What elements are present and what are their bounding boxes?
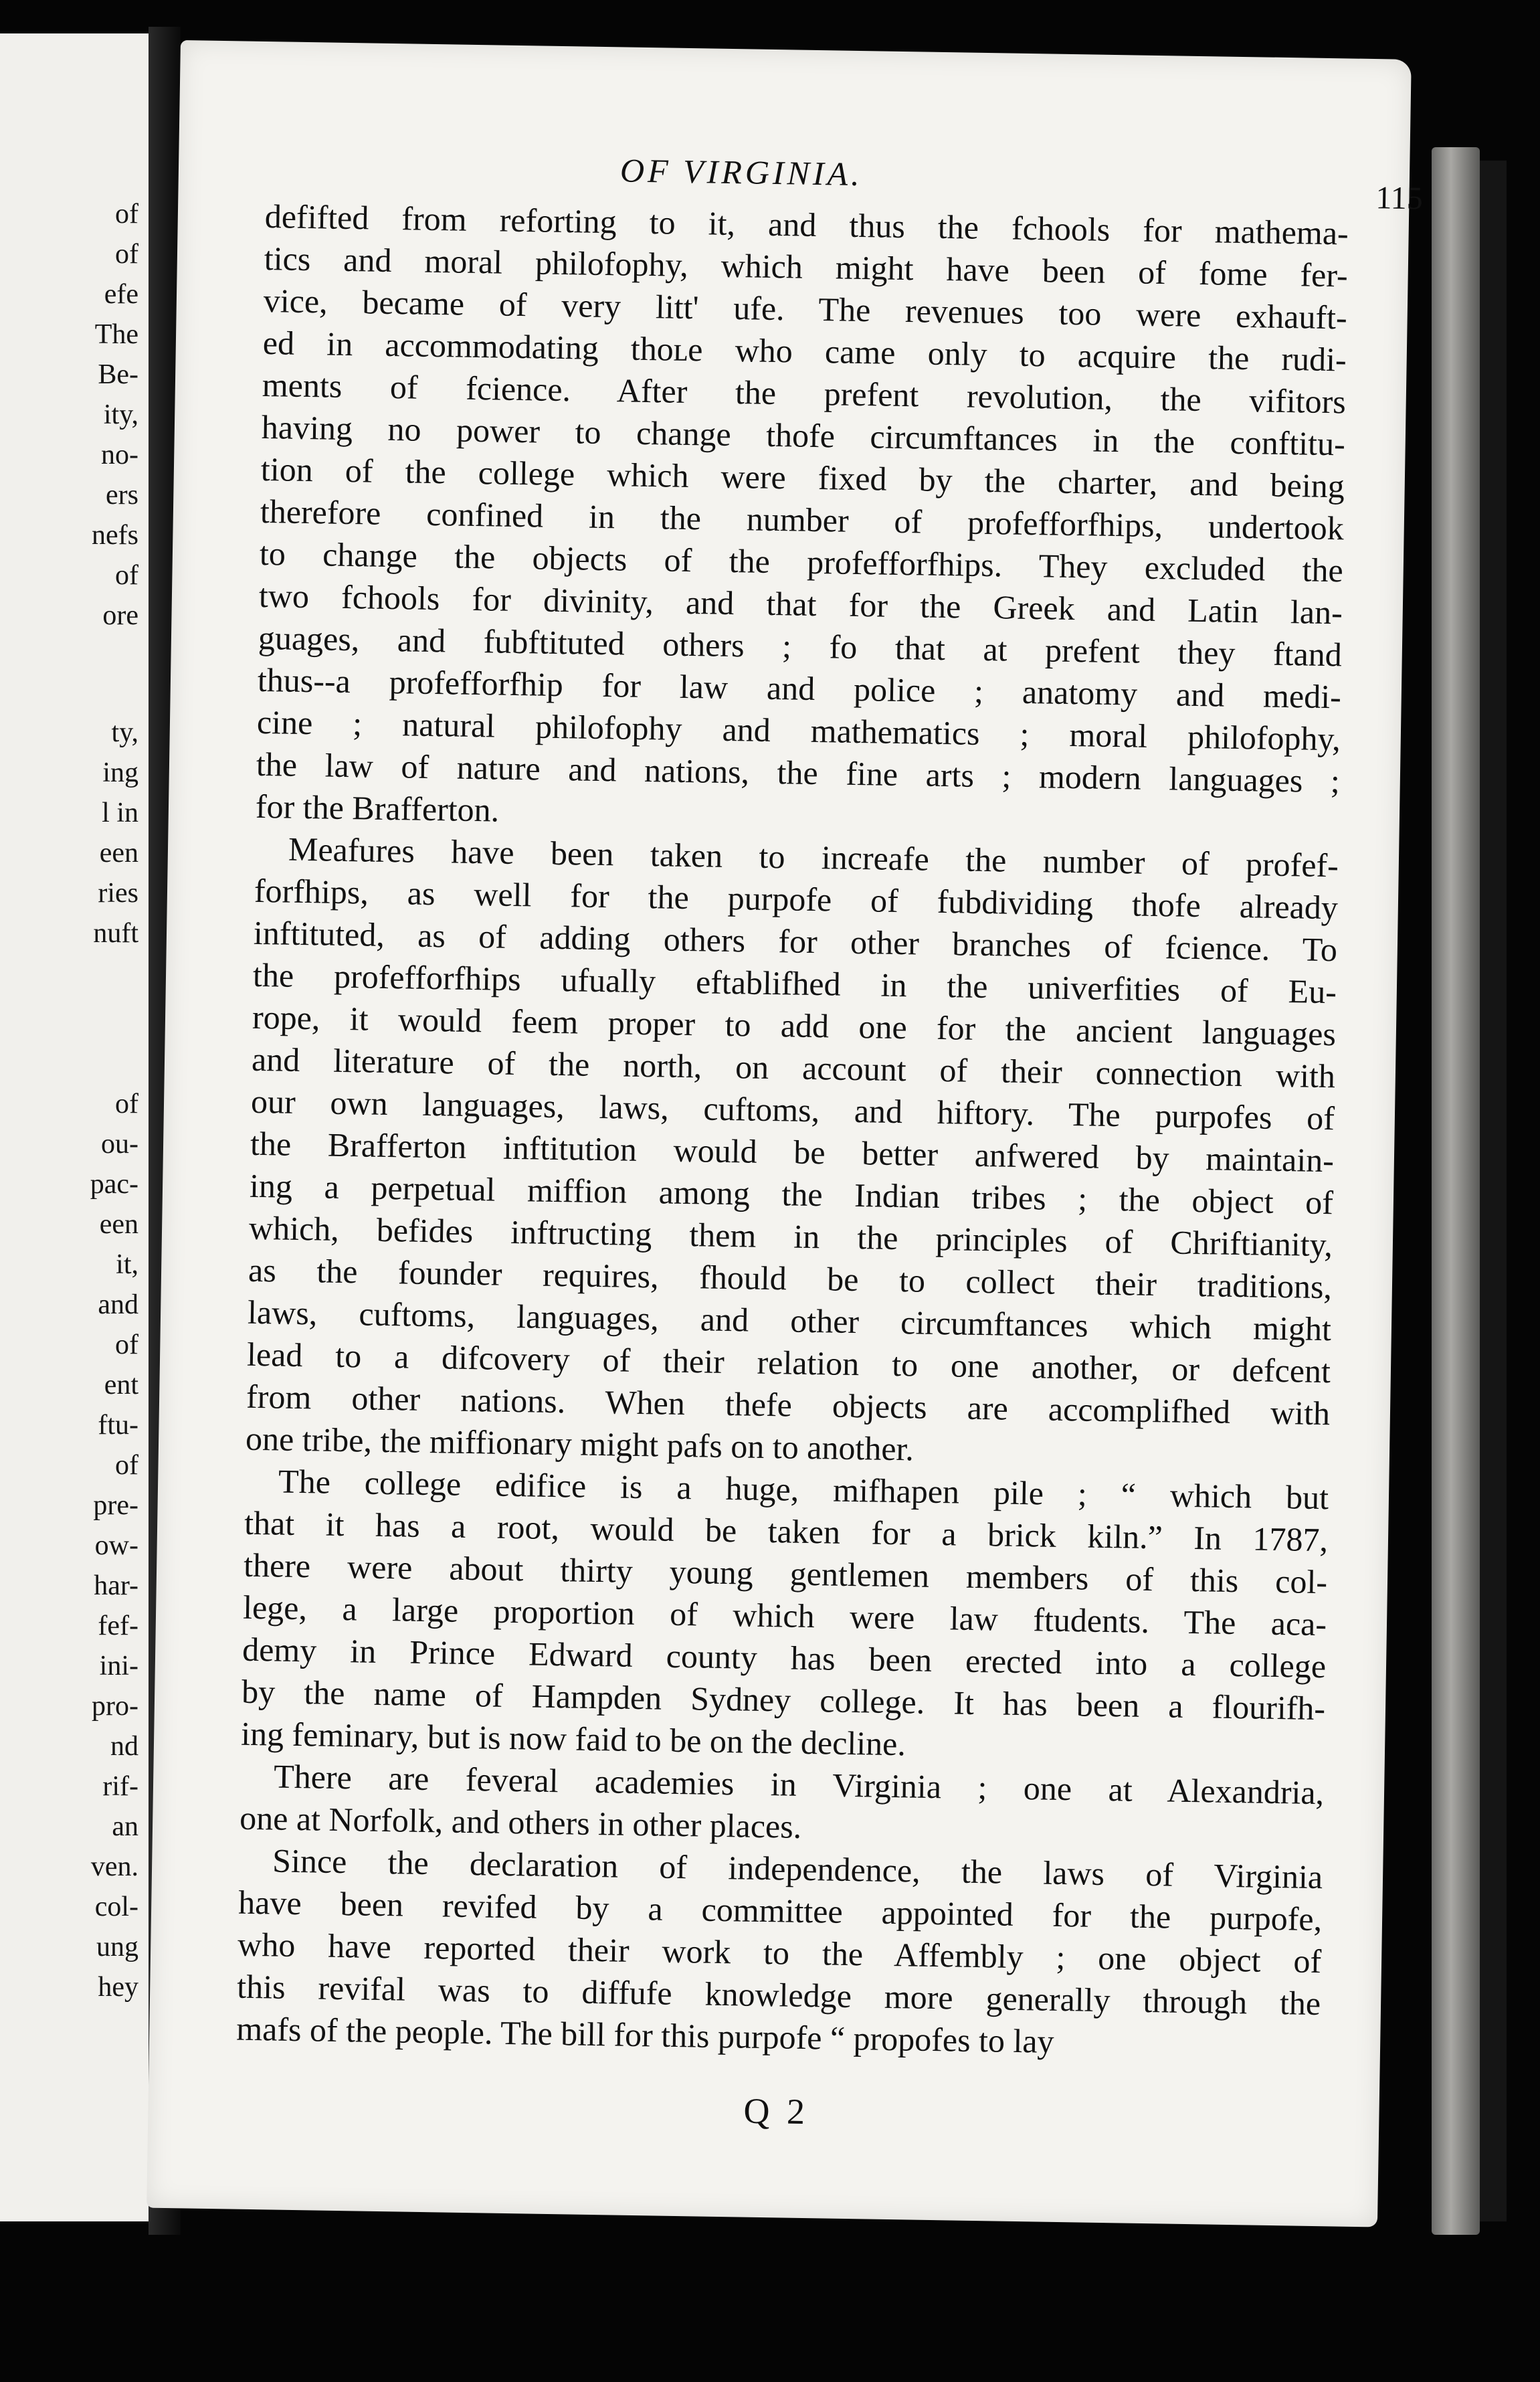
text-line: ing feminary, but is now faid to be on the decline.: [240, 1714, 906, 1763]
text-line: ing a perpetual miffion among the Indian tribes ; the object of: [249, 1166, 1334, 1222]
text-line: defifted from reforting to it, and thus the fchools for mathema-: [264, 197, 1349, 252]
text-line: demy in Prince Edward county has been erected into a college: [242, 1630, 1327, 1685]
left-page-fragment-line: rif-: [102, 1771, 138, 1802]
text-line: the law of nature and nations, the fine arts ; modern languages ;: [256, 745, 1341, 800]
text-line: which, befides inftructing them in the principles of Chriftianity,: [248, 1208, 1333, 1264]
text-line: inftituted, as of adding others for other branches of fcience. To: [253, 913, 1338, 969]
paragraph: [246, 828, 1339, 1477]
text-line: therefore confined in the number of profefforfhips, undertook: [260, 492, 1345, 547]
left-page-fragment-line: hey: [98, 1972, 138, 2003]
left-page-fragment-line: nd: [110, 1731, 138, 1762]
paragraph: [241, 1460, 1329, 1772]
left-page-fragment-line: of: [115, 1089, 138, 1119]
text-line: that it has a root, would be taken for a brick kiln.” In 1787,: [244, 1503, 1329, 1559]
left-page-fragment-line: efe: [104, 279, 138, 310]
text-line: thus--a profefforfhip for law and police ; anatomy and medi-: [257, 660, 1342, 716]
left-page-fragment-line: ow-: [94, 1530, 138, 1561]
running-head: OF VIRGINIA.: [619, 151, 864, 193]
left-page-fragment-line: of: [115, 1450, 138, 1481]
left-page-fragment-line: ries: [98, 878, 138, 909]
text-line: The college edifice is a huge, mifhapen pile ; “ which but: [278, 1462, 1329, 1517]
left-page-fragment-line: of: [115, 1330, 138, 1360]
page-stack-edge: [1432, 147, 1480, 2235]
text-line: as the founder requires, fhould be to collect their traditions,: [248, 1251, 1333, 1306]
left-page-text-middle: [93, 713, 138, 953]
left-page-text-top: [92, 194, 138, 636]
left-page-fragment-line: ou-: [101, 1129, 138, 1160]
paragraph: [239, 1755, 1325, 1856]
page-body-text: [236, 195, 1349, 2067]
text-line: laws, cuftoms, languages, and other circumftances which might: [247, 1293, 1332, 1348]
left-page-fragment-line: ung: [96, 1932, 138, 1962]
text-line: ments of fcience. After the prefent revolution, the vifitors: [262, 365, 1347, 421]
left-page-fragment-line: ity,: [103, 399, 138, 430]
text-line: having no power to change thofe circumftances in the conftitu-: [261, 407, 1346, 463]
left-page-text-bottom: [90, 1084, 138, 2007]
text-line: tion of the college which were fixed by the charter, and being: [260, 450, 1345, 505]
paragraph: [236, 1839, 1323, 2067]
left-page-fragment-line: pac-: [90, 1169, 138, 1200]
left-page-fragment-line: ing: [102, 757, 138, 788]
text-line: one tribe, the miffionary might pafs on to another.: [245, 1419, 915, 1468]
page-number: 115: [1375, 180, 1424, 217]
paragraph: [256, 195, 1349, 844]
left-page-fragment-line: fef-: [98, 1611, 138, 1641]
text-line: the profefforfhips ufually eftablifhed in the univerfities of Eu-: [252, 955, 1337, 1011]
text-line: there were about thirty young gentlemen members of this col-: [243, 1546, 1328, 1601]
left-page-fragment-line: nuft: [93, 918, 138, 949]
left-page-fragment-line: Be-: [98, 359, 138, 390]
left-page-fragment-line: ven.: [90, 1851, 138, 1882]
left-page-fragment-line: har-: [94, 1570, 138, 1601]
left-page-fragment-line: ftu-: [98, 1410, 138, 1441]
left-page-fragment: [0, 33, 153, 2221]
text-line: this revifal was to diffufe knowledge more generally through the: [236, 1967, 1321, 2023]
text-line: mafs of the people. The bill for this purpofe “ propofes to lay: [235, 2009, 1054, 2060]
left-page-fragment-line: pre-: [93, 1490, 138, 1521]
left-page-fragment-line: l in: [102, 798, 138, 828]
text-line: cine ; natural philofophy and mathematics ; moral philofophy,: [256, 703, 1341, 758]
text-line: to change the objects of the profefforfhips. They excluded the: [259, 534, 1344, 589]
left-page-fragment-line: of: [115, 560, 138, 591]
left-page-fragment-line: ent: [104, 1370, 138, 1400]
text-line: the Brafferton inftitution would be better anfwered by maintain-: [250, 1124, 1335, 1180]
left-page-fragment-line: ers: [106, 480, 138, 511]
left-page-fragment-line: pro-: [92, 1691, 138, 1722]
left-page-fragment-line: The: [94, 319, 138, 350]
main-page: [147, 40, 1424, 2227]
text-line: vice, became of very litt' ufe. The revenues too were exhauft-: [263, 281, 1348, 337]
text-line: one at Norfolk, and others in other places.: [239, 1799, 802, 1845]
left-page-fragment-line: no-: [101, 440, 138, 470]
text-line: by the name of Hampden Sydney college. It has been a flourifh-: [241, 1672, 1326, 1728]
left-page-fragment-line: een: [99, 1209, 138, 1240]
left-page-fragment-line: ini-: [99, 1651, 138, 1681]
text-line: lead to a difcovery of their relation to one another, or defcent: [246, 1335, 1331, 1390]
text-line: and literature of the north, on account of their connection with: [251, 1040, 1336, 1095]
text-line: for the Brafferton.: [255, 787, 500, 829]
signature-mark: Q 2: [743, 2090, 809, 2132]
text-line: Meafures have been taken to increafe the number of profef-: [288, 830, 1339, 885]
left-page-fragment-line: an: [112, 1811, 138, 1842]
text-line: There are feveral academies in Virginia ; one at Alexandria,: [273, 1757, 1325, 1812]
left-page-fragment-line: of: [115, 239, 138, 270]
text-line: rope, it would feem proper to add one for the ancient languages: [252, 998, 1337, 1053]
text-line: ed in accommodating thoʟe who came only to acquire the rudi-: [262, 323, 1347, 379]
text-line: lege, a large proportion of which were law ftudents. The aca-: [242, 1588, 1327, 1643]
left-page-fragment-line: ty,: [111, 717, 138, 748]
text-line: have been revifed by a committee appointed for the purpofe,: [237, 1883, 1323, 1938]
text-line: tics and moral philofophy, which might have been of fome fer-: [264, 240, 1349, 294]
text-line: our own languages, laws, cuftoms, and hiftory. The purpofes of: [250, 1082, 1335, 1137]
text-line: guages, and fubftituted others ; fo that at prefent they ftand: [258, 618, 1343, 674]
text-line: two fchools for divinity, and that for the Greek and Latin lan-: [258, 576, 1343, 632]
left-page-fragment-line: nefs: [92, 520, 138, 551]
text-line: from other nations. When thefe objects are accomplifhed with: [246, 1377, 1331, 1433]
left-page-fragment-line: and: [98, 1289, 138, 1320]
left-page-fragment-line: ore: [102, 600, 138, 631]
background-edge: [1480, 161, 1507, 2221]
text-line: forfhips, as well for the purpofe of fubdividing thofe already: [254, 871, 1339, 927]
left-page-fragment-line: een: [99, 838, 138, 868]
left-page-fragment-line: col-: [94, 1892, 138, 1922]
text-line: Since the declaration of independence, the laws of Virginia: [272, 1841, 1323, 1896]
left-page-fragment-line: it,: [116, 1249, 138, 1280]
text-line: who have reported their work to the Affembly ; one object of: [237, 1925, 1322, 1981]
left-page-fragment-line: of: [115, 199, 138, 230]
